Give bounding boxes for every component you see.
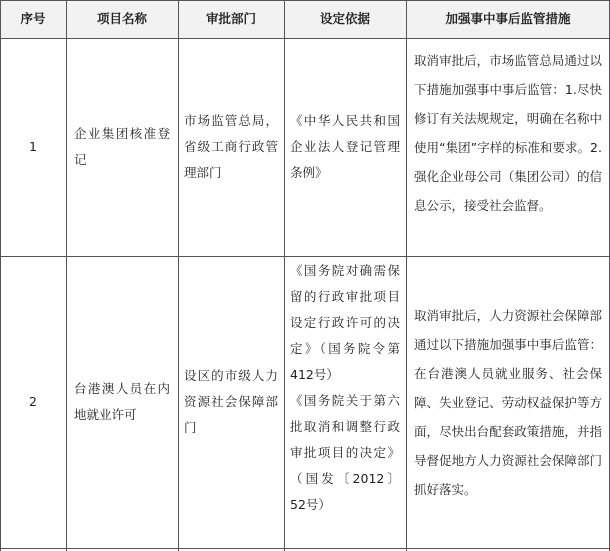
header-basis: 设定依据 bbox=[284, 0, 406, 38]
row2-approval-dept bbox=[178, 256, 284, 548]
grid-line-top bbox=[0, 0, 610, 1]
grid-line-row2-bottom bbox=[0, 548, 610, 549]
row1-basis-text: 《中华人民共和国企业法人登记管理条例》 bbox=[290, 113, 400, 180]
row2-project-name bbox=[66, 256, 178, 548]
row2-measures bbox=[406, 256, 610, 548]
header-project-name: 项目名称 bbox=[66, 0, 178, 38]
row1-approval-dept-text: 市场监管总局，省级工商行政管理部门 bbox=[184, 113, 278, 180]
grid-line-row1-bottom bbox=[0, 256, 610, 257]
row1-project-name bbox=[66, 38, 178, 256]
grid-line-col4 bbox=[406, 0, 407, 551]
row1-approval-dept bbox=[178, 38, 284, 256]
header-measures: 加强事中事后监管措施 bbox=[406, 0, 610, 38]
row2-basis-item-1: 《国务院对确需保留的行政审批项目设定行政许可的决定》（国务院令第412号） bbox=[290, 263, 400, 382]
row2-basis-item-2: 《国务院关于第六批取消和调整行政审批项目的决定》（国发〔2012〕52号） bbox=[290, 393, 400, 512]
header-index: 序号 bbox=[0, 0, 66, 38]
row2-approval-dept-text: 设区的市级人力资源社会保障部门 bbox=[184, 368, 278, 435]
row1-measures-text: 取消审批后，市场监管总局通过以下措施加强事中事后监管：1.尽快修订有关法规规定，明确在名称中使用“集团”字样的标准和要求。2.强化企业母公司（集团公司）的信息公示，接受社会监督。 bbox=[414, 53, 602, 213]
grid-line-col1 bbox=[66, 0, 67, 551]
row1-measures bbox=[406, 38, 610, 256]
row2-index: 2 bbox=[29, 394, 37, 409]
row1-basis bbox=[284, 38, 406, 256]
grid-line-left bbox=[0, 0, 1, 551]
row2-measures-text: 取消审批后，人力资源社会保障部通过以下措施加强事中事后监管：在台港澳人员就业服务、社会保障、失业登记、劳动权益保护等方面，尽快出台配套政策措施，并指导督促地方人力资源社会保障部门抓好落实。 bbox=[414, 307, 602, 497]
row2-basis bbox=[284, 256, 406, 548]
row2-project-name-text: 台港澳人员在内地就业许可 bbox=[74, 381, 170, 422]
grid-line-col3 bbox=[284, 0, 285, 551]
grid-line-col2 bbox=[178, 0, 179, 551]
grid-line-header-bottom bbox=[0, 38, 610, 39]
row1-project-name-text: 企业集团核准登记 bbox=[74, 126, 170, 167]
row1-index: 1 bbox=[29, 139, 37, 154]
header-approval-dept: 审批部门 bbox=[178, 0, 284, 38]
